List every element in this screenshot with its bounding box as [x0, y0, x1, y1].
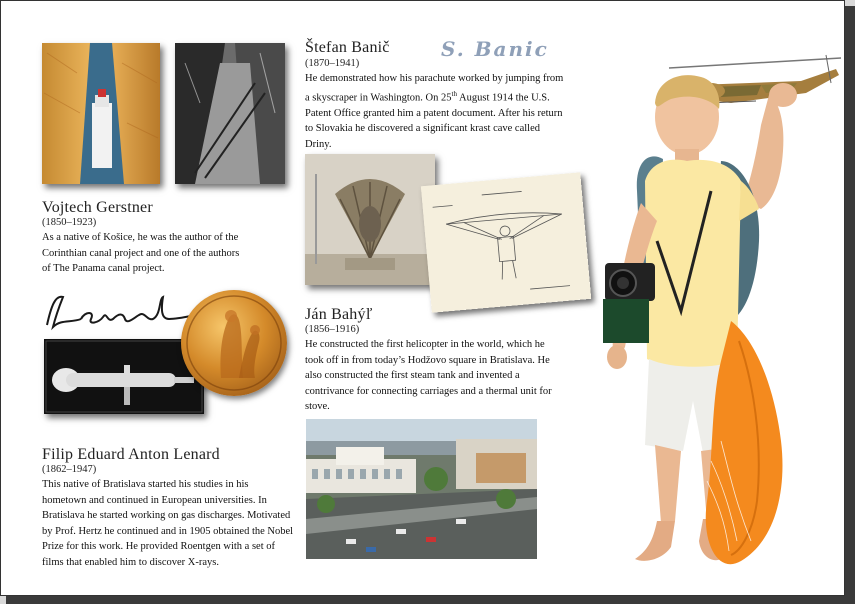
gerstner-years: (1850–1923): [42, 217, 97, 228]
banic-signature-text: S. Banic: [441, 37, 549, 61]
lenard-name: Filip Eduard Anton Lenard: [42, 446, 220, 463]
banic-bio: [305, 71, 567, 152]
lenard-bio: This native of Bratislava started his studies in his hometown and continued in European universities. In Bratislava he started working on gas discharges. Motivated by Prof. Hertz he continued and in 1905 obtained the Nobel Prize for this work. He provided Roentgen with a set of films that enabled him to discover X-rays.: [42, 479, 294, 568]
banic-bio-sup: th: [451, 89, 457, 98]
corinth-canal-photo: [42, 43, 160, 184]
banic-years: (1870–1941): [305, 58, 360, 69]
discharge-tube-photo: [44, 339, 204, 414]
banic-signature: [439, 34, 569, 62]
nobel-medal: [181, 290, 287, 396]
boy-illustration: [561, 41, 845, 596]
bahyl-years: (1856–1916): [305, 324, 360, 335]
gerstner-name: Vojtech Gerstner: [42, 199, 153, 216]
lenard-years: (1862–1947): [42, 464, 97, 475]
bahyl-bio: He constructed the first helicopter in the world, which he took off in from today’s Hodžovo square in Bratislava. He also constructed the first steam tank and invented a contrivance for connecting carriages and a thermal unit for stove.: [305, 339, 552, 412]
banic-monument-photo: [305, 154, 435, 285]
gerstner-bio: As a native of Košice, he was the author of the Corinthian canal project and one of the authors of The Panama canal project.: [42, 232, 240, 274]
banic-bio-part2: August 1914 the U.S. Patent Office granted him a patent document. After his return to Slovakia he discovered a significant krast cave called Driny.: [305, 92, 563, 150]
bahyl-name: Ján Bahýľ: [305, 306, 373, 323]
hodzovo-square-photo: [306, 419, 537, 559]
banic-bio-part1: He demonstrated how his parachute worked by jumping from a skyscraper in Washington. On 25: [305, 73, 564, 103]
canal-construction-photo: [175, 43, 285, 184]
banic-name: Štefan Banič: [305, 39, 390, 56]
